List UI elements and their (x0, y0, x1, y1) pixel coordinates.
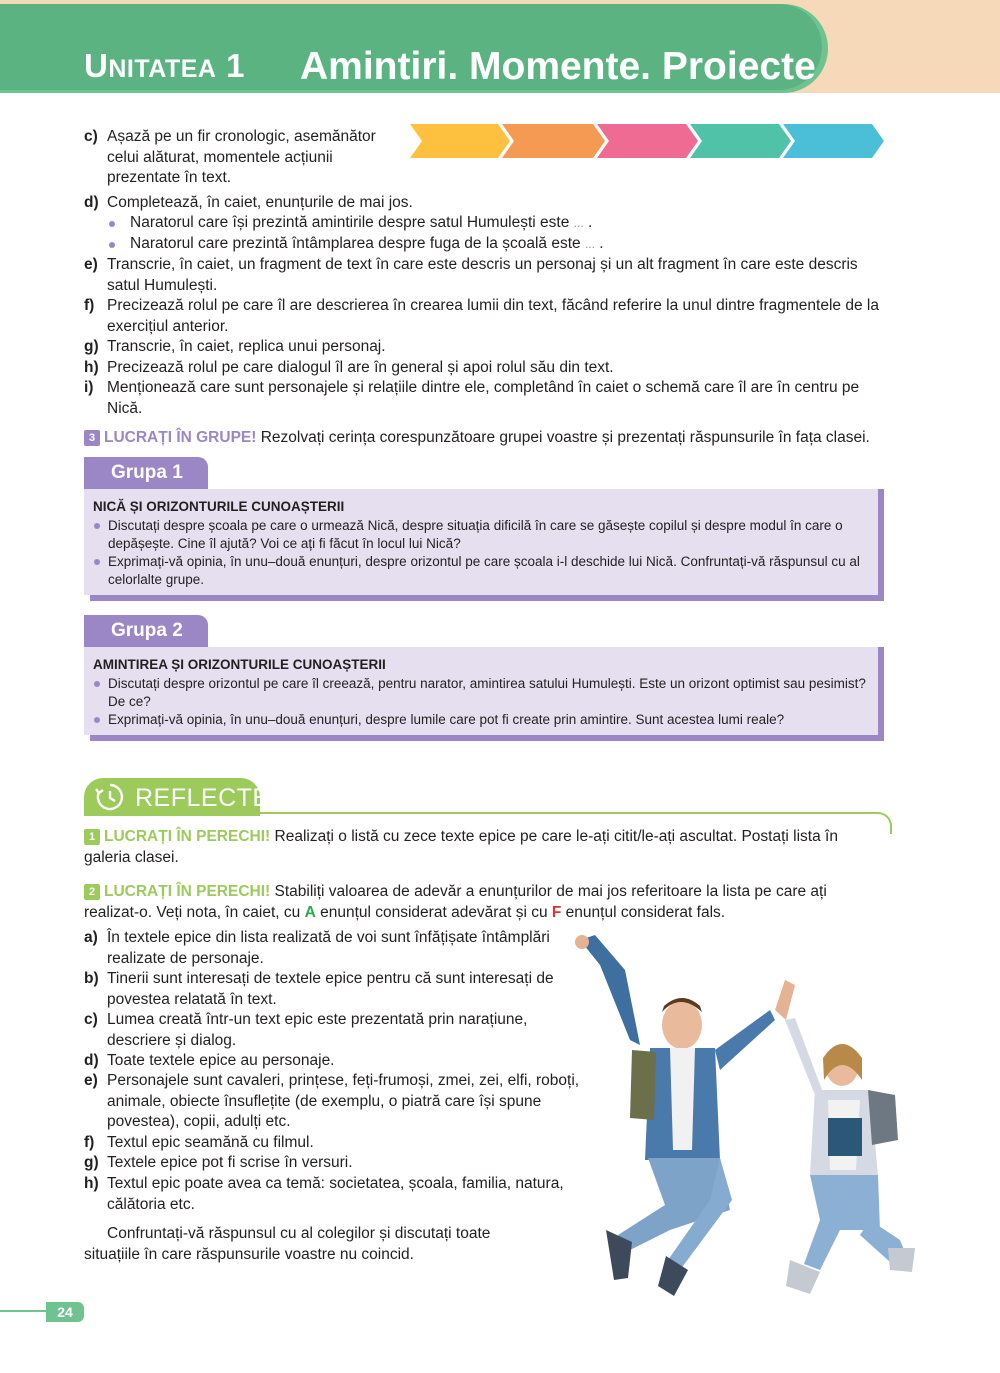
group-bullet: Discutați despre orizontul pe care îl creează, pentru narator, amintirea satului Humulești. Este un orizont optimist sau pesimist? De ce? (93, 675, 868, 711)
exercise-item: g) Transcrie, în caiet, replica unui personaj. (84, 338, 386, 355)
group-tab: Grupa 1 (84, 457, 208, 489)
exercise-item: i) Menționează care sunt personajele și relațiile dintre ele, completând în caiet o schemă care îl are în centru pe Nică. (84, 379, 860, 417)
exercise-item: h) Precizează rolul pe care dialogul îl are în general și apoi rolul său din text. (84, 359, 614, 376)
timeline-arrow-4 (690, 124, 791, 158)
group-box (84, 647, 878, 735)
statement-item: b) Tinerii sunt interesați de textele epice pentru că sunt interesați de povestea relatată în text. (84, 970, 554, 1008)
statement-item: c) Lumea creată într-un text epic este prezentată prin narațiune, descriere și dialog. (84, 1011, 528, 1049)
exercise-item: c) Așază pe un fir cronologic, asemănător celui alăturat, momentele acțiunii prezentate în text. (84, 128, 376, 186)
unit-title: Amintiri. Momente. Proiecte (300, 45, 816, 88)
group-tab: Grupa 2 (84, 615, 208, 647)
exercise-item: f) Precizează rolul pe care îl are descrierea în crearea lumii din text, făcând referire la unul dintre fragmentele de la exercițiul anterior. (84, 297, 879, 335)
group-box (84, 489, 878, 595)
group-title: AMINTIREA ȘI ORIZONTURILE CUNOAȘTERII (93, 657, 386, 672)
group-bullet: Exprimați-vă opinia, în unu–două enunțuri, despre orizontul pe care școala i-l deschide lui Nică. Confruntați-vă răspunsul cu al celorlalte grupe. (93, 553, 868, 589)
statement-item: h) Textul epic poate avea ca temă: societatea, școala, familia, natura, călătoria etc. (84, 1175, 564, 1213)
exercise-item: e) Transcrie, în caiet, un fragment de text în care este descris un personaj și un alt fragment în care este descris satul Humulești. (84, 256, 858, 294)
section-title: REFLECTEZ (135, 784, 286, 812)
statement-item: f) Textul epic seamănă cu filmul. (84, 1134, 314, 1151)
list-item: Naratorul care își prezintă amintirile despre satul Humulești este ... . (107, 213, 887, 234)
timeline-arrows (410, 124, 886, 158)
task-instruction: 2 LUCRAȚI ÎN PERECHI! Stabiliți valoarea de adevăr a enunțurilor de mai jos referitoare la lista pe care ați realizat-o. Veți nota, în caiet, cu A enunțul considerat adevărat și cu F enunțul considerat fals. (84, 883, 827, 921)
unit-label: UNITATEA 1 (84, 47, 245, 84)
statement-item: e) Personajele sunt cavaleri, prințese, feți-frumoși, zmei, zei, elfi, roboți, animale, obiecte însuflețite (de exemplu, o piatră care își spune povestea), copii, adulți etc. (84, 1072, 580, 1130)
group-title: NICĂ ȘI ORIZONTURILE CUNOAȘTERII (93, 499, 345, 514)
timeline-arrow-2 (502, 124, 605, 158)
exercise-item: d) Completează, în caiet, enunțurile de mai jos. (84, 194, 413, 211)
timeline-arrow-1 (410, 124, 510, 158)
timeline-arrow-5 (783, 124, 884, 158)
page-number: 24 (46, 1302, 84, 1322)
task-instruction: 1 LUCRAȚI ÎN PERECHI! Realizați o listă cu zece texte epice pe care le-ați citit/le-ați ascultat. Postați lista în galeria clasei. (84, 828, 838, 866)
boy-figure (575, 935, 775, 1296)
task-number-badge: 1 (84, 829, 100, 845)
statement-item: d) Toate textele epice au personaje. (84, 1052, 335, 1069)
students-jumping-photo (570, 930, 920, 1300)
task-number-badge: 3 (84, 430, 100, 446)
timeline-arrow-3 (597, 124, 698, 158)
girl-figure (775, 980, 915, 1294)
statement-item: a) În textele epice din lista realizată de voi sunt înfățișate întâmplări realizate de personaje. (84, 929, 550, 967)
statement-item: g) Textele epice pot fi scrise în versuri. (84, 1154, 353, 1171)
group-bullet: Exprimați-vă opinia, în unu–două enunțuri, despre lumile care pot fi create prin amintire. Sunt acestea lumi reale? (93, 711, 868, 729)
task-number-badge: 2 (84, 884, 100, 900)
task-instruction: 3 LUCRAȚI ÎN GRUPE! Rezolvați cerința corespunzătoare grupei voastre și prezentați răspunsurile în fața clasei. (84, 428, 886, 449)
group-bullet: Discutați despre școala pe care o urmează Nică, despre situația dificilă în care se găsește copilul și despre modul în care o depășește. Cine îl ajută? Voi ce ați fi făcut în locul lui Nică? (93, 517, 868, 553)
clock-icon (93, 781, 127, 813)
list-item: Naratorul care prezintă întâmplarea despre fuga de la școală este ... . (107, 234, 887, 255)
closing-paragraph: Confruntați-vă răspunsul cu al colegilor și discutați toate situațiile în care răspunsurile voastre nu coincid. (84, 1225, 491, 1263)
